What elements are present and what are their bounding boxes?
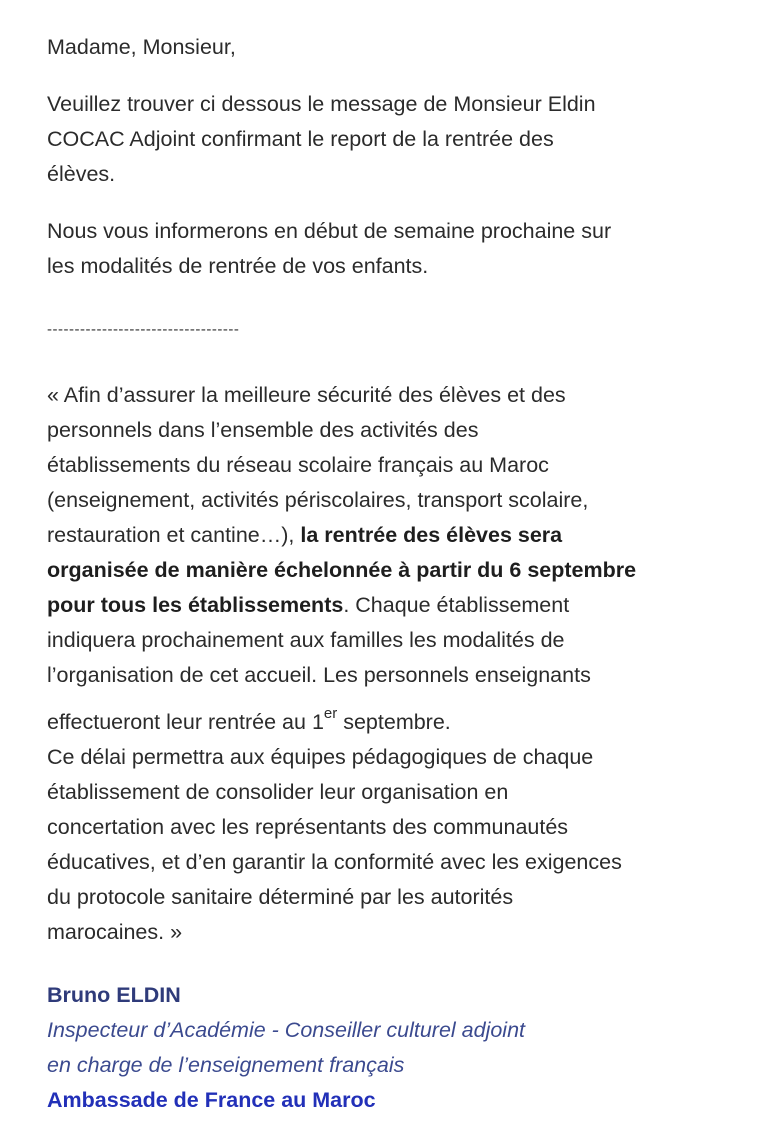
intro-paragraph [47, 87, 747, 192]
quote-line: éducatives, et d’en garantir la conformité avec les exigences [47, 850, 622, 874]
info-paragraph [47, 214, 747, 284]
quote-line [47, 518, 747, 553]
signature-name: Bruno ELDIN [47, 983, 181, 1007]
quote-line: marocaines. » [47, 920, 183, 944]
signature-organization: Ambassade de France au Maroc [47, 1088, 376, 1112]
quote-line: indiquera prochainement aux familles les modalités de [47, 628, 565, 652]
intro-line: Veuillez trouver ci dessous le message de Monsieur Eldin [47, 92, 596, 116]
intro-line: élèves. [47, 162, 116, 186]
quote-line: établissements du réseau scolaire français au Maroc [47, 453, 549, 477]
quote-bold-text: pour tous les établissements [47, 593, 344, 617]
quote-bold-text: organisée de manière échelonnée à partir du 6 septembre [47, 558, 637, 582]
quote-line [47, 588, 747, 623]
superscript-text: er [323, 704, 338, 722]
quote-line: concertation avec les représentants des communautés [47, 815, 569, 839]
quote-line: « Afin d’assurer la meilleure sécurité des élèves et des [47, 383, 566, 407]
quote-line: établissement de consolider leur organisation en [47, 780, 509, 804]
quote-text: . Chaque établissement [343, 593, 570, 617]
signature-title: en charge de l’enseignement français [47, 1053, 405, 1077]
signature-title: Inspecteur d’Académie - Conseiller culturel adjoint [47, 1018, 526, 1042]
info-line: les modalités de rentrée de vos enfants. [47, 254, 429, 278]
letter-body [47, 30, 747, 1118]
quote-text: restauration et cantine…), [47, 523, 301, 547]
signature-block [47, 978, 747, 1118]
quote-text: septembre. [337, 710, 451, 734]
quote-text: effectueront leur rentrée au 1 [47, 710, 324, 734]
quote-line: Ce délai permettra aux équipes pédagogiques de chaque [47, 745, 594, 769]
greeting: Madame, Monsieur, [47, 35, 236, 59]
quote-line: du protocole sanitaire déterminé par les autorités [47, 885, 514, 909]
intro-line: COCAC Adjoint confirmant le report de la rentrée des [47, 127, 554, 151]
quote-bold-text: la rentrée des élèves sera [300, 523, 563, 547]
quote-line: l’organisation de cet accueil. Les personnels enseignants [47, 663, 591, 687]
separator-line: ----------------------------------- [47, 321, 240, 338]
quote-line: (enseignement, activités périscolaires, transport scolaire, [47, 488, 589, 512]
quoted-message [47, 378, 747, 950]
quote-line [47, 553, 747, 588]
quote-line [47, 705, 747, 740]
quote-line: personnels dans l’ensemble des activités des [47, 418, 479, 442]
info-line: Nous vous informerons en début de semaine prochaine sur [47, 219, 612, 243]
